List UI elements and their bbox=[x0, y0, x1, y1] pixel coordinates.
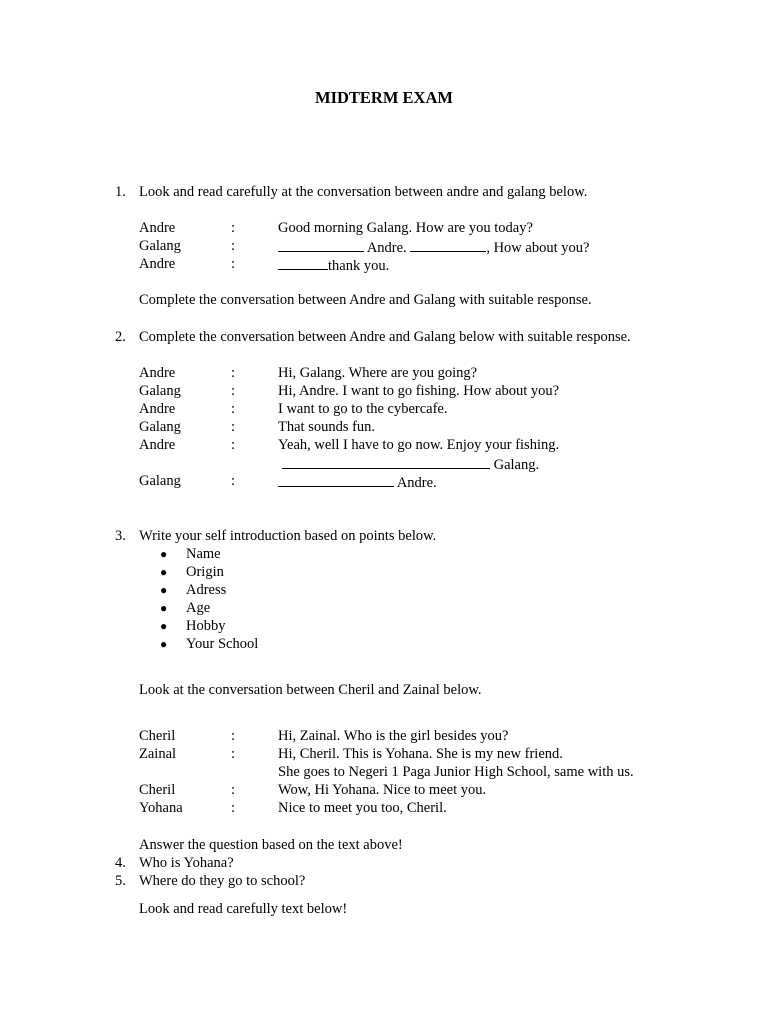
bullet-icon: ● bbox=[160, 601, 168, 615]
dialogue-line: Hi, Cheril. This is Yohana. She is my new friend. bbox=[278, 746, 563, 762]
dialogue-line: That sounds fun. bbox=[278, 419, 376, 435]
dialogue-line: Hi, Zainal. Who is the girl besides you? bbox=[278, 728, 509, 744]
bullet-icon: ● bbox=[160, 637, 168, 651]
answer-blank[interactable] bbox=[410, 237, 486, 252]
dialogue-speaker: Galang bbox=[139, 238, 181, 254]
question-number: 2. bbox=[115, 329, 126, 345]
page-title: MIDTERM EXAM bbox=[315, 88, 453, 107]
dialogue-fragment: , How about you? bbox=[486, 240, 590, 256]
dialogue-fragment: Galang. bbox=[490, 457, 540, 473]
dialogue-line: She goes to Negeri 1 Paga Junior High School, same with us. bbox=[278, 764, 634, 780]
dialogue-colon: : bbox=[231, 746, 236, 762]
dialogue-speaker: Andre bbox=[139, 365, 176, 381]
question-instruction: Write your self introduction based on points below. bbox=[139, 528, 437, 544]
bullet-item: Age bbox=[186, 600, 211, 616]
question-text: Who is Yohana? bbox=[139, 855, 234, 871]
dialogue-colon: : bbox=[231, 383, 236, 399]
dialogue-speaker: Andre bbox=[139, 437, 176, 453]
dialogue-speaker: Andre bbox=[139, 220, 176, 236]
dialogue-line: Wow, Hi Yohana. Nice to meet you. bbox=[278, 782, 487, 798]
question-instruction: Complete the conversation between Andre and Galang below with suitable response. bbox=[139, 329, 631, 345]
dialogue-colon: : bbox=[231, 401, 236, 417]
dialogue-colon: : bbox=[231, 473, 236, 489]
dialogue-line: Nice to meet you too, Cheril. bbox=[278, 800, 447, 816]
bullet-icon: ● bbox=[160, 619, 168, 633]
question-number: 1. bbox=[115, 184, 126, 200]
dialogue-line: Hi, Andre. I want to go fishing. How about you? bbox=[278, 383, 560, 399]
dialogue-speaker: Yohana bbox=[139, 800, 183, 816]
dialogue-speaker: Galang bbox=[139, 473, 181, 489]
dialogue-line: I want to go to the cybercafe. bbox=[278, 401, 448, 417]
bullet-icon: ● bbox=[160, 547, 168, 561]
dialogue-colon: : bbox=[231, 256, 236, 272]
dialogue-fragment: Andre. bbox=[364, 240, 411, 256]
answer-blank[interactable] bbox=[278, 472, 394, 487]
dialogue-colon: : bbox=[231, 238, 236, 254]
bullet-item: Name bbox=[186, 546, 221, 562]
dialogue-colon: : bbox=[231, 365, 236, 381]
dialogue-colon: : bbox=[231, 419, 236, 435]
dialogue-speaker: Cheril bbox=[139, 782, 176, 798]
question-instruction: Look and read carefully at the conversation between andre and galang below. bbox=[139, 184, 588, 200]
answer-blank[interactable] bbox=[278, 255, 328, 270]
dialogue-line: Yeah, well I have to go now. Enjoy your fishing. bbox=[278, 437, 560, 453]
dialogue-speaker: Zainal bbox=[139, 746, 177, 762]
dialogue-colon: : bbox=[231, 220, 236, 236]
bullet-icon: ● bbox=[160, 565, 168, 579]
dialogue-speaker: Andre bbox=[139, 401, 176, 417]
answer-blank[interactable] bbox=[278, 237, 364, 252]
bullet-icon: ● bbox=[160, 583, 168, 597]
question-number: 3. bbox=[115, 528, 126, 544]
answer-blank[interactable] bbox=[282, 454, 490, 469]
dialogue-colon: : bbox=[231, 437, 236, 453]
dialogue-line: Hi, Galang. Where are you going? bbox=[278, 365, 478, 381]
dialogue-speaker: Galang bbox=[139, 419, 181, 435]
dialogue-line bbox=[278, 237, 589, 257]
dialogue-fragment: thank you. bbox=[328, 258, 390, 274]
dialogue-speaker: Andre bbox=[139, 256, 176, 272]
question-task: Complete the conversation between Andre and Galang with suitable response. bbox=[139, 292, 592, 308]
dialogue-colon: : bbox=[231, 800, 236, 816]
bullet-item: Origin bbox=[186, 564, 224, 580]
answer-prompt: Answer the question based on the text above! bbox=[139, 837, 403, 853]
dialogue-speaker: Cheril bbox=[139, 728, 176, 744]
dialogue-line: Good morning Galang. How are you today? bbox=[278, 220, 533, 236]
question-number: 5. bbox=[115, 873, 126, 889]
dialogue-line bbox=[278, 255, 389, 275]
bullet-item: Your School bbox=[186, 636, 259, 652]
dialogue-line bbox=[282, 454, 539, 474]
question-number: 4. bbox=[115, 855, 126, 871]
dialogue-colon: : bbox=[231, 782, 236, 798]
reading-intro: Look at the conversation between Cheril and Zainal below. bbox=[139, 682, 482, 698]
bullet-item: Hobby bbox=[186, 618, 226, 634]
closing-instruction: Look and read carefully text below! bbox=[139, 901, 348, 917]
dialogue-fragment: Andre. bbox=[394, 475, 437, 491]
question-text: Where do they go to school? bbox=[139, 873, 306, 889]
bullet-item: Adress bbox=[186, 582, 227, 598]
dialogue-line bbox=[278, 472, 437, 492]
dialogue-speaker: Galang bbox=[139, 383, 181, 399]
dialogue-colon: : bbox=[231, 728, 236, 744]
